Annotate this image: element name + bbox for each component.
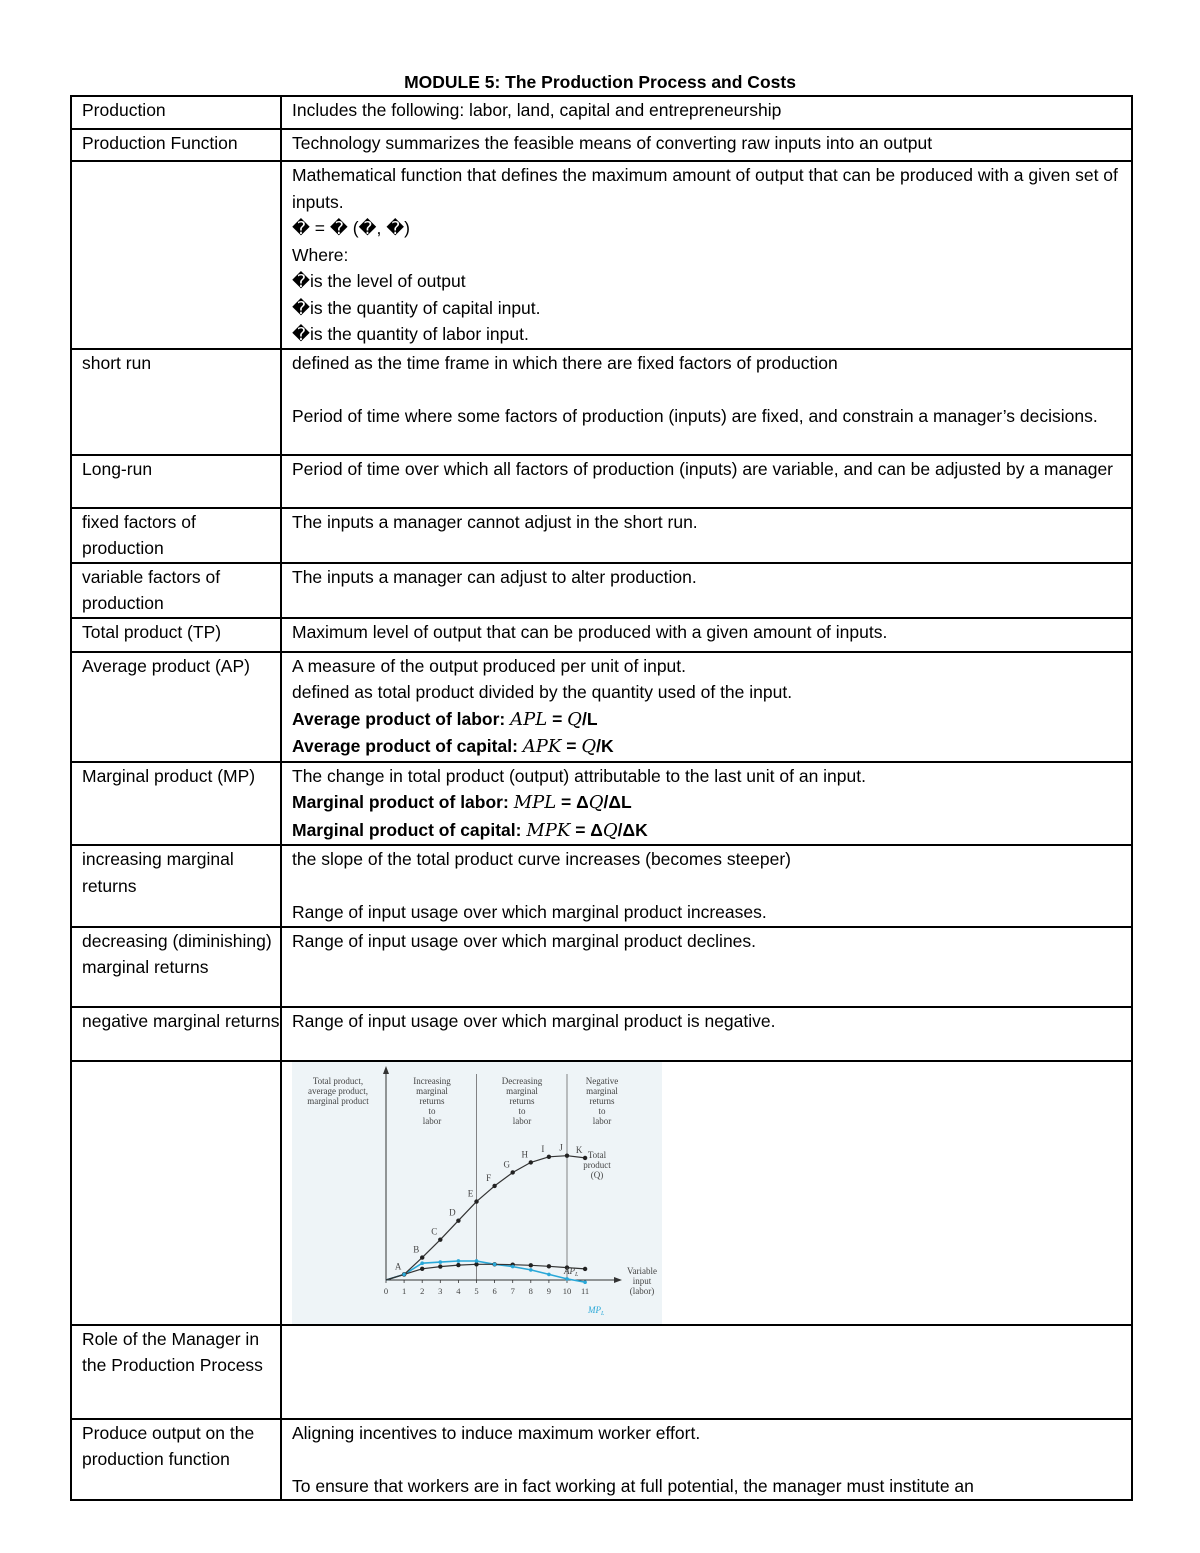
formula-numerator: Q <box>567 708 582 730</box>
definition-cell <box>281 349 1132 455</box>
formula-slash: / <box>596 736 601 756</box>
mp-point <box>420 1261 424 1265</box>
mp-point <box>583 1280 587 1284</box>
term-text: short run <box>82 352 152 373</box>
formula-label: Average product of labor: <box>292 708 506 729</box>
formula-lhs: MPL <box>513 792 557 813</box>
definition-line: Period of time over which all factors of production (inputs) are variable, and can be adjusted by a manager <box>292 458 1114 479</box>
tp-point-label: A <box>394 1260 402 1271</box>
region-label: marginal <box>506 1085 538 1096</box>
region-label: to <box>428 1105 436 1116</box>
table-row <box>71 927 1132 1007</box>
term-cell-long-run <box>71 455 281 508</box>
tp-point-label: I <box>541 1143 545 1154</box>
term-text: Total product (TP) <box>82 621 222 642</box>
x-tick-label: 1 <box>401 1285 407 1296</box>
formula-label: Average product of capital: <box>292 736 518 756</box>
term-cell-short-run <box>71 349 281 455</box>
formula-lhs: APK <box>522 736 562 757</box>
x-tick-label: 10 <box>562 1285 572 1296</box>
term-cell-total-product-tp <box>71 618 281 652</box>
definition-line: Includes the following: labor, land, capital and entrepreneurship <box>292 100 782 120</box>
term-text: negative marginal returns <box>82 1010 280 1031</box>
ap-point <box>583 1266 587 1270</box>
term-cell-produce-output-on-the-production-function <box>71 1419 281 1501</box>
term-cell-decreasing-diminishing-marginal-returns <box>71 927 281 1007</box>
y-axis-label: Total product, <box>312 1075 364 1086</box>
tp-point-label: J <box>559 1142 563 1153</box>
table-row <box>71 455 1132 508</box>
definition-line: Maximum level of output that can be produced with a given amount of inputs. <box>292 621 888 642</box>
tp-point <box>420 1255 424 1259</box>
definition-cell <box>281 762 1132 846</box>
tp-point-label: G <box>503 1158 510 1169</box>
formula-denominator: L <box>586 708 598 729</box>
formula-denominator: K <box>600 736 614 756</box>
tp-point <box>529 1160 533 1164</box>
formula-line <box>292 706 1131 734</box>
y-axis-label: marginal product <box>307 1095 369 1106</box>
table-row <box>71 563 1132 618</box>
mp-point <box>402 1272 406 1276</box>
definition-line: The inputs a manager can adjust to alter production. <box>292 566 697 587</box>
definition-cell <box>281 1325 1132 1419</box>
y-axis-arrow <box>383 1066 389 1074</box>
definition-line: Period of time where some factors of production (inputs) are fixed, and constrain a manager’s decisions. <box>292 405 1098 426</box>
x-tick-label: 5 <box>474 1285 479 1296</box>
formula-eq: = Δ <box>570 819 603 840</box>
region-label: labor <box>592 1115 612 1126</box>
x-axis-label: Variable <box>627 1265 657 1276</box>
table-row <box>71 652 1132 762</box>
tp-point <box>565 1153 569 1157</box>
x-axis-arrow <box>614 1277 622 1283</box>
term-text: Produce output on the production function <box>82 1422 255 1469</box>
production-figure <box>292 1062 662 1324</box>
definition-cell <box>281 129 1132 161</box>
region-label: returns <box>509 1095 535 1106</box>
x-tick-label: 3 <box>438 1285 443 1296</box>
table-row <box>71 1007 1132 1061</box>
term-text: Average product (AP) <box>82 655 250 676</box>
definitions-table <box>70 95 1133 1501</box>
term-cell-variable-factors-of-production <box>71 563 281 618</box>
x-tick-label: 8 <box>528 1285 533 1296</box>
page-title: MODULE 5: The Production Process and Costs <box>404 72 796 92</box>
formula-lhs: MPK <box>526 819 571 841</box>
definition-line: The change in total product (output) attributable to the last unit of an input. <box>292 765 866 786</box>
table-row <box>71 762 1132 846</box>
definition-cell <box>281 1007 1132 1061</box>
definition-line: �is the quantity of capital input. <box>292 297 541 318</box>
region-label: returns <box>419 1095 445 1106</box>
region-label: Increasing <box>413 1075 451 1086</box>
ap-curve-label-sub: L <box>575 1271 579 1278</box>
definition-cell <box>281 563 1132 618</box>
ap-point <box>474 1262 478 1266</box>
mp-point <box>565 1277 569 1281</box>
definition-line: Mathematical function that defines the maximum amount of output that can be produced with a given set of inputs. <box>292 165 1118 212</box>
mp-point <box>529 1268 533 1272</box>
region-label: to <box>518 1105 526 1116</box>
tp-curve-label: Total <box>587 1149 607 1160</box>
table-row <box>71 618 1132 652</box>
definition-line: the slope of the total product curve increases (becomes steeper) <box>292 849 792 869</box>
mp-point <box>511 1264 515 1268</box>
blank-line <box>292 1446 1131 1473</box>
formula-line <box>292 789 1131 817</box>
formula-slash: / <box>603 792 609 812</box>
term-text: Role of the Manager in the Production Process <box>82 1328 263 1375</box>
term-cell-increasing-marginal-returns <box>71 845 281 927</box>
definition-cell <box>281 927 1132 1007</box>
table-row <box>71 96 1132 129</box>
region-label: Negative <box>585 1075 619 1086</box>
definition-line: Range of input usage over which marginal product is negative. <box>292 1010 776 1031</box>
definition-line: Range of input usage over which marginal product declines. <box>292 930 757 951</box>
term-cell-marginal-product-mp <box>71 762 281 846</box>
formula-label: Marginal product of labor: <box>292 792 509 812</box>
definition-cell <box>281 652 1132 762</box>
term-cell-average-product-ap <box>71 652 281 762</box>
x-tick-label: 11 <box>581 1285 590 1296</box>
figure-cell <box>281 1061 1132 1325</box>
definition-cell <box>281 455 1132 508</box>
table-row <box>71 845 1132 927</box>
definition-cell <box>281 508 1132 563</box>
tp-point <box>456 1218 460 1222</box>
formula-denominator: ΔL <box>608 792 632 812</box>
definition-line: �is the quantity of labor input. <box>292 324 529 344</box>
x-axis-label: input <box>632 1275 652 1286</box>
tp-point-label: E <box>467 1188 474 1199</box>
tp-point <box>492 1183 496 1187</box>
term-cell-role-of-the-manager-in-the-production-process <box>71 1325 281 1419</box>
formula-slash: / <box>581 708 587 729</box>
formula-lhs: APL <box>510 708 548 730</box>
production-chart <box>292 1062 662 1324</box>
table-row <box>71 508 1132 563</box>
definition-line: Where: <box>292 244 349 265</box>
table-row <box>71 1325 1132 1419</box>
tp-point <box>547 1154 551 1158</box>
term-text: decreasing (diminishing) marginal returns <box>82 930 272 977</box>
table-row <box>71 1419 1132 1501</box>
tp-point-label: F <box>486 1172 492 1183</box>
ap-point <box>529 1263 533 1267</box>
tp-point-label: C <box>431 1226 438 1237</box>
blank-line <box>292 873 1131 900</box>
region-label: returns <box>589 1095 615 1106</box>
formula-eq: = <box>547 708 568 729</box>
tp-point-label: H <box>521 1148 529 1159</box>
term-cell-blank <box>71 161 281 349</box>
region-label: marginal <box>586 1085 618 1096</box>
tp-curve-label: (Q) <box>590 1169 604 1180</box>
definition-line: Range of input usage over which marginal product increases. <box>292 902 767 922</box>
definition-line: Technology summarizes the feasible means of converting raw inputs into an output <box>292 133 933 153</box>
formula-denominator: ΔK <box>622 819 648 840</box>
region-label: labor <box>422 1115 442 1126</box>
tp-point-label: K <box>575 1144 583 1155</box>
tp-point-label: B <box>413 1244 420 1255</box>
term-text: Long-run <box>82 458 153 479</box>
x-axis-label: (labor) <box>629 1285 655 1296</box>
x-tick-label: 6 <box>492 1285 497 1296</box>
tp-curve-label: product <box>583 1159 611 1170</box>
definition-line: defined as the time frame in which there are fixed factors of production <box>292 352 838 373</box>
formula-eq: = <box>561 736 582 756</box>
table-row <box>71 161 1132 349</box>
ap-point <box>438 1264 442 1268</box>
tp-point <box>438 1237 442 1241</box>
term-text: Marginal product (MP) <box>82 765 256 786</box>
region-label: marginal <box>416 1085 448 1096</box>
definition-line: �is the level of output <box>292 271 466 291</box>
ap-point <box>456 1262 460 1266</box>
region-label: to <box>598 1105 606 1116</box>
x-tick-label: 0 <box>383 1285 389 1296</box>
mp-curve-label: $MP_L$ <box>588 1304 605 1317</box>
term-cell-fixed-factors-of-production <box>71 508 281 563</box>
figure-row <box>71 1061 1132 1325</box>
mp-point <box>493 1262 497 1266</box>
table-row <box>71 349 1132 455</box>
definition-line: The inputs a manager cannot adjust in the short run. <box>292 511 698 532</box>
formula-numerator: Q <box>588 792 604 813</box>
blank-line <box>292 376 1131 403</box>
ap-curve-label: $AP_L$ <box>564 1265 579 1278</box>
definition-cell <box>281 1419 1132 1501</box>
formula-eq: = Δ <box>556 792 589 812</box>
term-text: fixed factors of production <box>82 511 196 558</box>
x-tick-label: 2 <box>420 1285 425 1296</box>
region-label: labor <box>512 1115 532 1126</box>
x-tick-label: 9 <box>546 1285 552 1296</box>
y-axis-label: average product, <box>308 1085 368 1096</box>
term-cell-production-function <box>71 129 281 161</box>
term-text: Production Function <box>82 133 238 153</box>
tp-point <box>474 1199 478 1203</box>
mp-curve-label-sub: L <box>601 1310 605 1317</box>
mp-point <box>439 1260 443 1264</box>
term-cell-production <box>71 96 281 129</box>
formula-line <box>292 817 1131 845</box>
definition-cell <box>281 96 1132 129</box>
formula-line <box>292 733 1131 761</box>
formula-numerator: Q <box>581 736 597 757</box>
formula-label: Marginal product of capital: <box>292 819 522 840</box>
mp-point <box>547 1272 551 1276</box>
x-tick-label: 4 <box>456 1285 461 1296</box>
definition-line: � = � (�, �) <box>292 218 410 238</box>
definition-cell <box>281 845 1132 927</box>
tp-point <box>511 1170 515 1174</box>
formula-slash: / <box>617 819 623 840</box>
term-text: variable factors of production <box>82 566 221 613</box>
x-tick-label: 7 <box>510 1285 515 1296</box>
definition-cell <box>281 618 1132 652</box>
definition-line: To ensure that workers are in fact working at full potential, the manager must institute an <box>292 1475 974 1496</box>
term-text: Production <box>82 100 166 120</box>
table-row <box>71 129 1132 161</box>
tp-point-label: D <box>449 1207 456 1218</box>
formula-numerator: Q <box>602 819 618 841</box>
mp-point <box>457 1259 461 1263</box>
term-text: increasing marginal returns <box>82 849 234 896</box>
ap-point <box>547 1264 551 1268</box>
region-label: Decreasing <box>501 1075 543 1086</box>
definition-line: A measure of the output produced per unit of input. <box>292 655 687 676</box>
term-cell-blank <box>71 1061 281 1325</box>
definition-line: defined as total product divided by the quantity used of the input. <box>292 682 793 702</box>
term-cell-negative-marginal-returns <box>71 1007 281 1061</box>
definition-line: Aligning incentives to induce maximum worker effort. <box>292 1422 701 1443</box>
mp-point <box>475 1259 479 1263</box>
definition-cell <box>281 161 1132 349</box>
ap-point <box>420 1266 424 1270</box>
